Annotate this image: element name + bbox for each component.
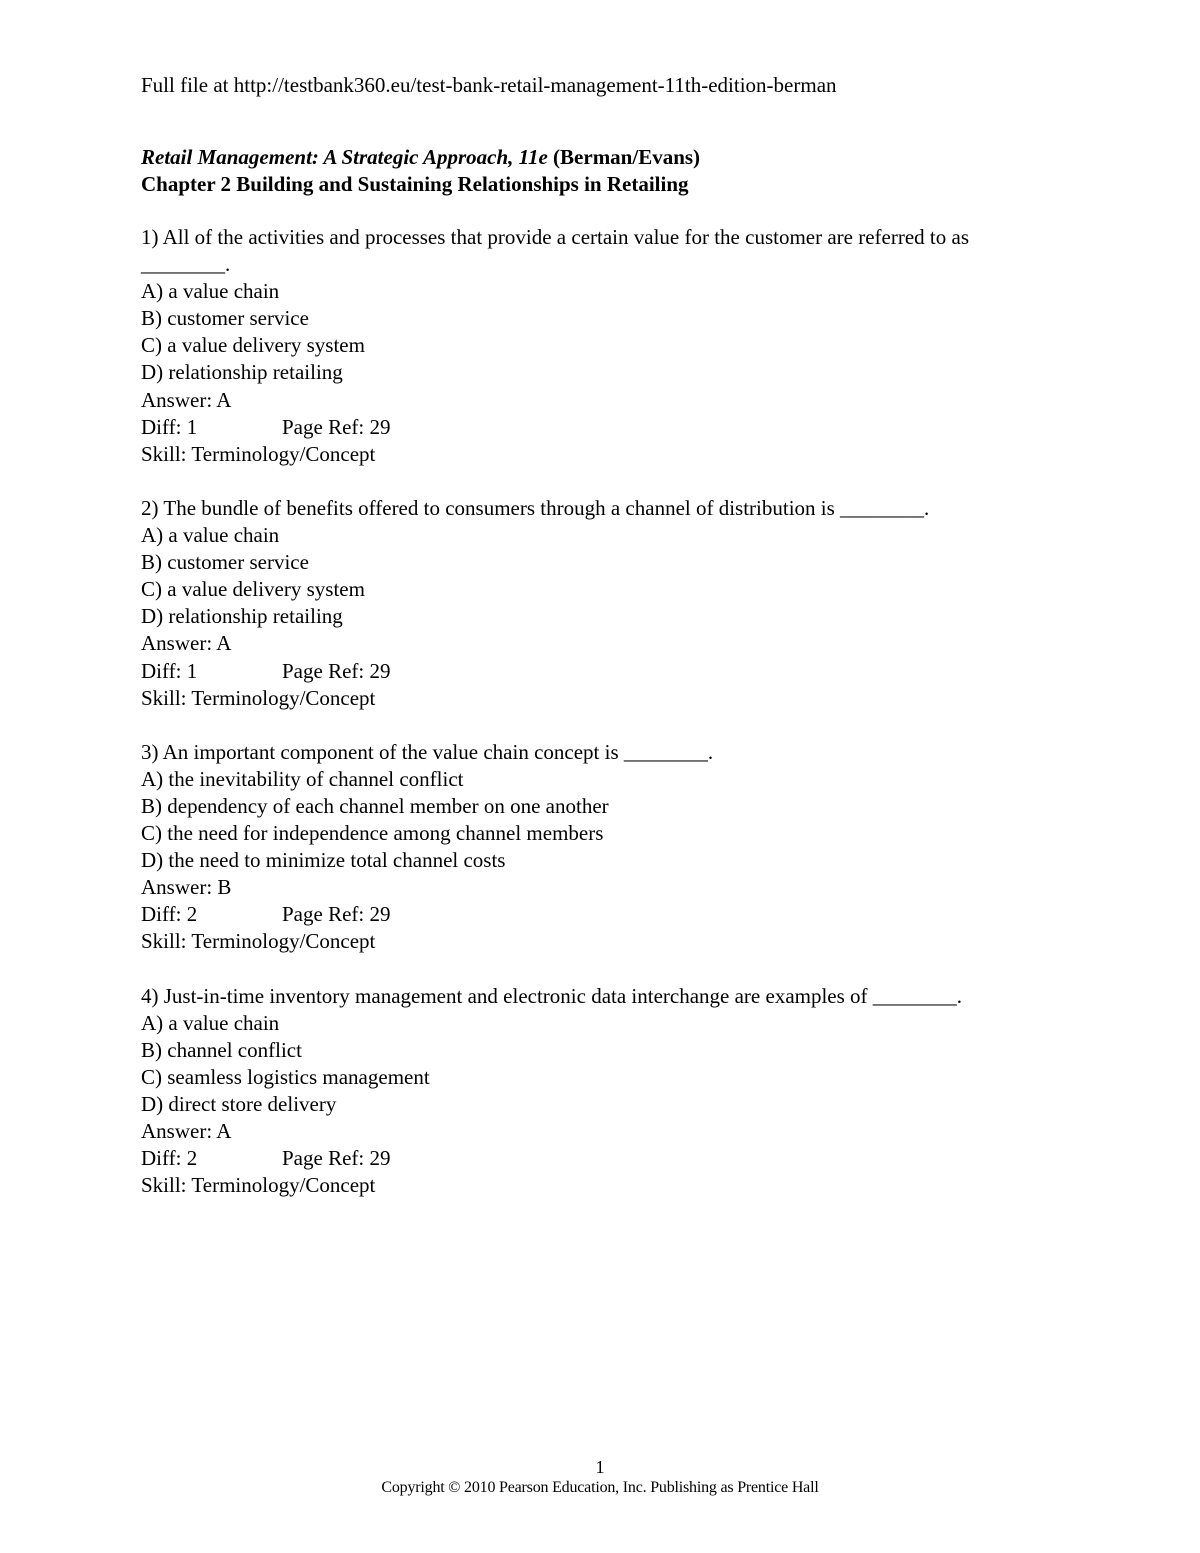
option-a: A) the inevitability of channel conflict <box>141 766 464 791</box>
option-c: C) a value delivery system <box>141 333 365 358</box>
chapter-heading: Chapter 2 Building and Sustaining Relationships in Retailing <box>141 172 689 196</box>
diff-row <box>141 658 1061 685</box>
page-ref: Page Ref: 29 <box>282 658 391 683</box>
source-line: Full file at http://testbank360.eu/test-bank-retail-management-11th-edition-berman <box>141 73 837 97</box>
option-b: B) dependency of each channel member on one another <box>141 793 609 818</box>
option-b: B) customer service <box>141 550 309 575</box>
option-d: D) direct store delivery <box>141 1092 337 1116</box>
answer: Answer: A <box>141 631 232 656</box>
difficulty: Diff: 2 <box>141 902 198 927</box>
page-ref: Page Ref: 29 <box>282 902 391 927</box>
option-c: C) the need for independence among channel members <box>141 821 604 846</box>
book-authors: (Berman/Evans) <box>547 145 701 169</box>
option-d: D) relationship retailing <box>141 360 343 385</box>
book-title <box>141 144 700 171</box>
skill: Skill: Terminology/Concept <box>141 929 376 954</box>
option-c: C) a value delivery system <box>141 577 365 602</box>
option-c: C) seamless logistics management <box>141 1064 430 1089</box>
diff-row <box>141 1145 1061 1172</box>
difficulty: Diff: 1 <box>141 414 198 439</box>
option-a: A) a value chain <box>141 523 280 548</box>
question-stem: 1) All of the activities and processes that provide a certain value for the customer are referred to as ________. <box>141 225 969 277</box>
option-b: B) customer service <box>141 306 309 331</box>
option-d: D) the need to minimize total channel costs <box>141 848 506 873</box>
page-ref: Page Ref: 29 <box>282 1146 391 1171</box>
option-a: A) a value chain <box>141 1010 280 1035</box>
question-3 <box>141 739 1061 956</box>
question-list <box>141 224 1061 1226</box>
question-1 <box>141 224 1061 468</box>
diff-row <box>141 414 1061 441</box>
question-2 <box>141 495 1061 712</box>
option-d: D) relationship retailing <box>141 604 343 629</box>
option-a: A) a value chain <box>141 279 280 304</box>
page-number: 1 <box>595 1457 605 1477</box>
answer: Answer: B <box>141 875 232 900</box>
skill: Skill: Terminology/Concept <box>141 685 376 710</box>
question-stem: 2) The bundle of benefits offered to consumers through a channel of distribution is ________. <box>141 495 930 520</box>
difficulty: Diff: 1 <box>141 658 198 683</box>
skill: Skill: Terminology/Concept <box>141 441 376 466</box>
page-ref: Page Ref: 29 <box>282 414 391 439</box>
diff-row <box>141 901 1061 928</box>
answer: Answer: A <box>141 1119 232 1144</box>
difficulty: Diff: 2 <box>141 1146 198 1171</box>
question-4 <box>141 983 1061 1200</box>
book-title-italic: Retail Management: A Strategic Approach, 11e <box>141 145 548 169</box>
question-stem: 4) Just-in-time inventory management and electronic data interchange are examples of ________. <box>141 983 963 1008</box>
question-stem: 3) An important component of the value chain concept is ________. <box>141 739 714 764</box>
skill: Skill: Terminology/Concept <box>141 1173 376 1198</box>
answer: Answer: A <box>141 387 232 412</box>
option-b: B) channel conflict <box>141 1037 302 1062</box>
copyright-notice: Copyright © 2010 Pearson Education, Inc. Publishing as Prentice Hall <box>381 1479 819 1496</box>
